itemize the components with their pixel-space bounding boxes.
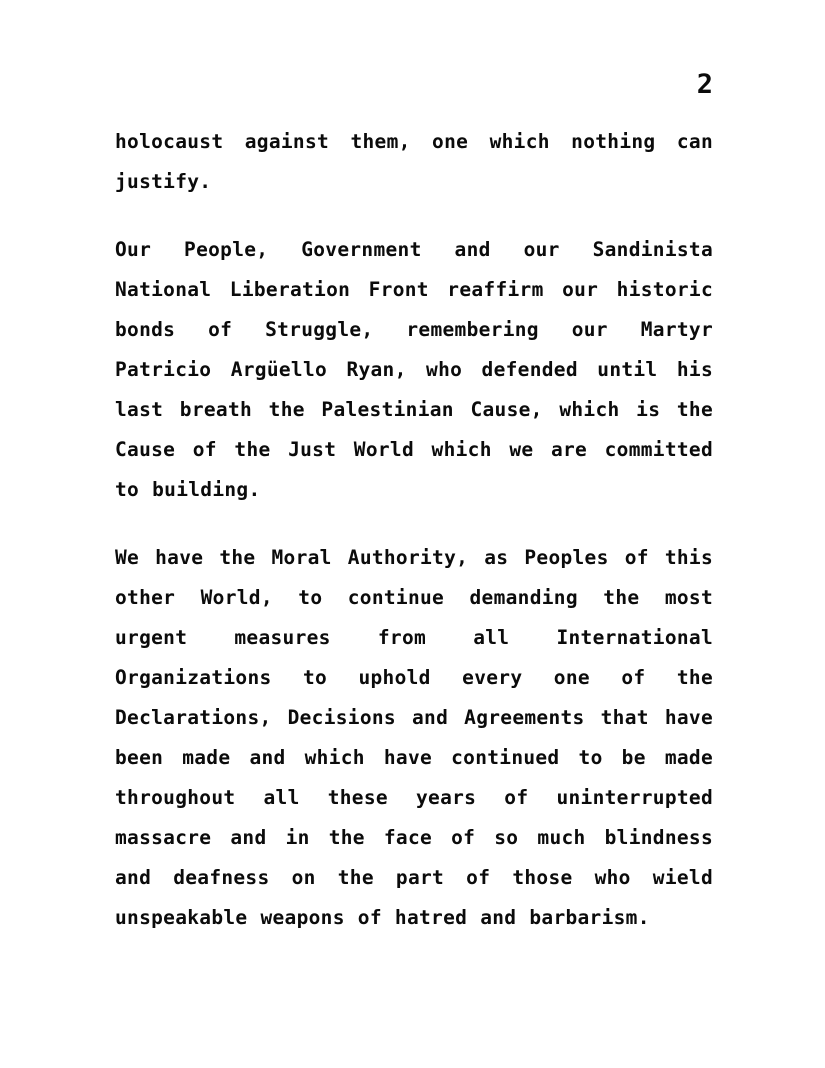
paragraph: Our People, Government and our Sandinista National Liberation Front reaffirm our historic bonds of Struggle, remembering our Martyr Patricio Argüello Ryan, who defended until his last breath the Palestinian Cause, which is the Cause of the Just World which we are committed to building. xyxy=(115,238,713,501)
page-number: 2 xyxy=(696,69,713,100)
document-body xyxy=(115,122,713,966)
paragraph: holocaust against them, one which nothing can justify. xyxy=(115,130,713,193)
paragraph: We have the Moral Authority, as Peoples of this other World, to continue demanding the most urgent measures from all International Organizations to uphold every one of the Declarations, Decisions and Agreements that have been made and which have continued to be made throughout all these years of uninterrupted massacre and in the face of so much blindness and deafness on the part of those who wield unspeakable weapons of hatred and barbarism. xyxy=(115,546,713,929)
